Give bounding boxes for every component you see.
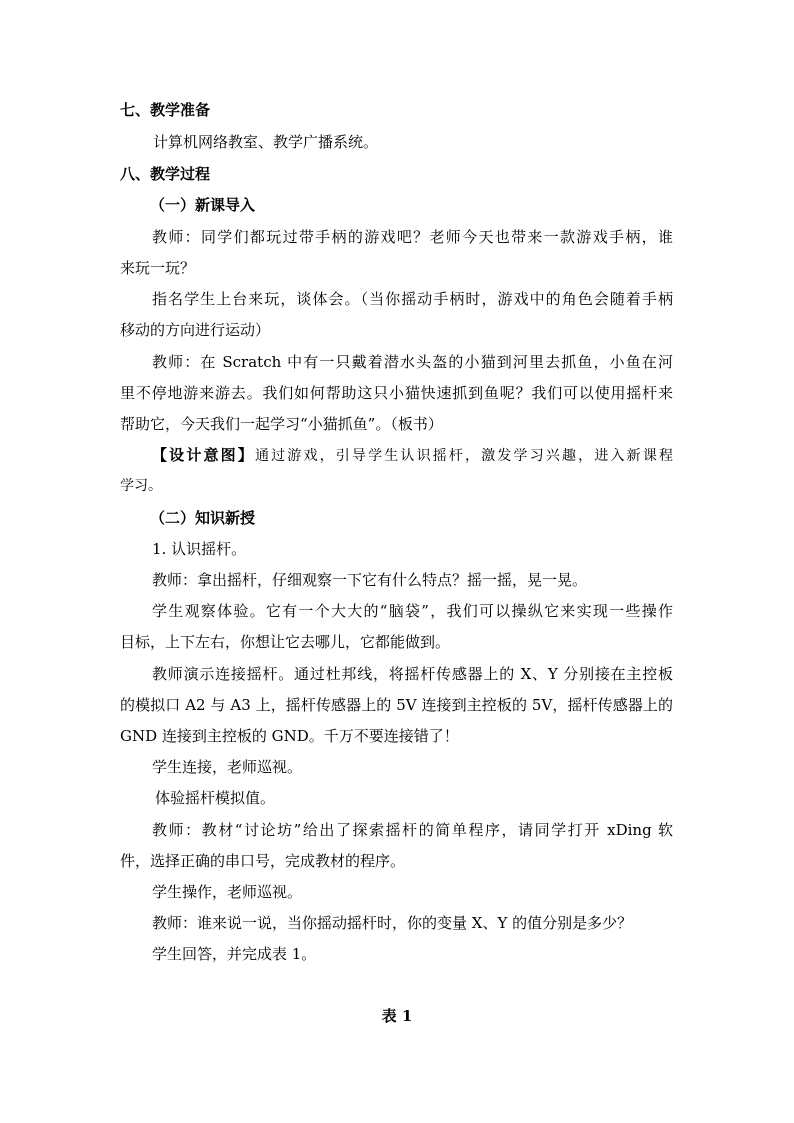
paragraph-line: 移动的方向进行运动） bbox=[120, 321, 271, 339]
paragraph-line: 教师：在 Scratch 中有一只戴着潜水头盔的小猫到河里去抓鱼，小鱼在河 bbox=[152, 353, 673, 371]
paragraph-line: 教师：教材“讨论坊”给出了探索摇杆的简单程序，请同学打开 xDing 软 bbox=[152, 821, 673, 839]
paragraph-line: 来玩一玩？ bbox=[120, 259, 196, 277]
section-7-text: 计算机网络教室、教学广播系统。 bbox=[153, 133, 379, 151]
design-intent-text: 学习。 bbox=[120, 478, 162, 494]
design-intent bbox=[152, 445, 673, 466]
paragraph-line: 指名学生上台来玩，谈体会。（当你摇动手柄时，游戏中的角色会随着手柄 bbox=[152, 290, 673, 308]
paragraph-line: 的模拟口 A2 与 A3 上，摇杆传感器上的 5V 连接到主控板的 5V，摇杆传感器上的 bbox=[120, 696, 673, 714]
design-intent-text: 通过游戏，引导学生认识摇杆，激发学习兴趣，进入新课程 bbox=[254, 448, 673, 464]
paragraph-line: 目标，上下左右，你想让它去哪儿，它都能做到。 bbox=[120, 633, 451, 651]
section-8-heading: 八、教学过程 bbox=[120, 165, 211, 183]
paragraph-line: 体验摇杆模拟值。 bbox=[155, 789, 276, 807]
part-1-heading: （一）新课导入 bbox=[150, 196, 256, 214]
paragraph-line: 教师：谁来说一说，当你摇动摇杆时，你的变量 X、Y 的值分别是多少？ bbox=[152, 914, 633, 932]
paragraph-line: 1. 认识摇杆。 bbox=[152, 540, 247, 558]
paragraph-line: 学生连接，老师巡视。 bbox=[152, 758, 303, 776]
table-caption: 表 1 bbox=[381, 1007, 413, 1025]
design-intent-tag: 【设计意图】 bbox=[152, 446, 255, 464]
paragraph-line: 里不停地游来游去。我们如何帮助这只小猫快速抓到鱼呢？我们可以使用摇杆来 bbox=[120, 384, 673, 402]
paragraph-line: 教师演示连接摇杆。通过杜邦线，将摇杆传感器上的 X、Y 分别接在主控板 bbox=[152, 665, 673, 683]
part-2-heading: （二）知识新授 bbox=[150, 509, 256, 527]
section-7-heading: 七、教学准备 bbox=[120, 101, 211, 119]
paragraph-line: 教师：拿出摇杆，仔细观察一下它有什么特点？摇一摇，晃一晃。 bbox=[152, 571, 588, 589]
paragraph-line: GND 连接到主控板的 GND。千万不要连接错了！ bbox=[120, 727, 459, 745]
paragraph-line: 学生回答，并完成表 1。 bbox=[152, 945, 317, 963]
paragraph-line: 学生操作，老师巡视。 bbox=[152, 883, 303, 901]
paragraph-line: 学生观察体验。它有一个大大的“脑袋”，我们可以操纵它来实现一些操作 bbox=[152, 602, 673, 620]
paragraph-line: 教师：同学们都玩过带手柄的游戏吧？老师今天也带来一款游戏手柄，谁 bbox=[152, 228, 673, 246]
paragraph-line: 件，选择正确的串口号，完成教材的程序。 bbox=[120, 852, 406, 870]
paragraph-line: 帮助它，今天我们一起学习“小猫抓鱼”。（板书） bbox=[120, 415, 443, 433]
